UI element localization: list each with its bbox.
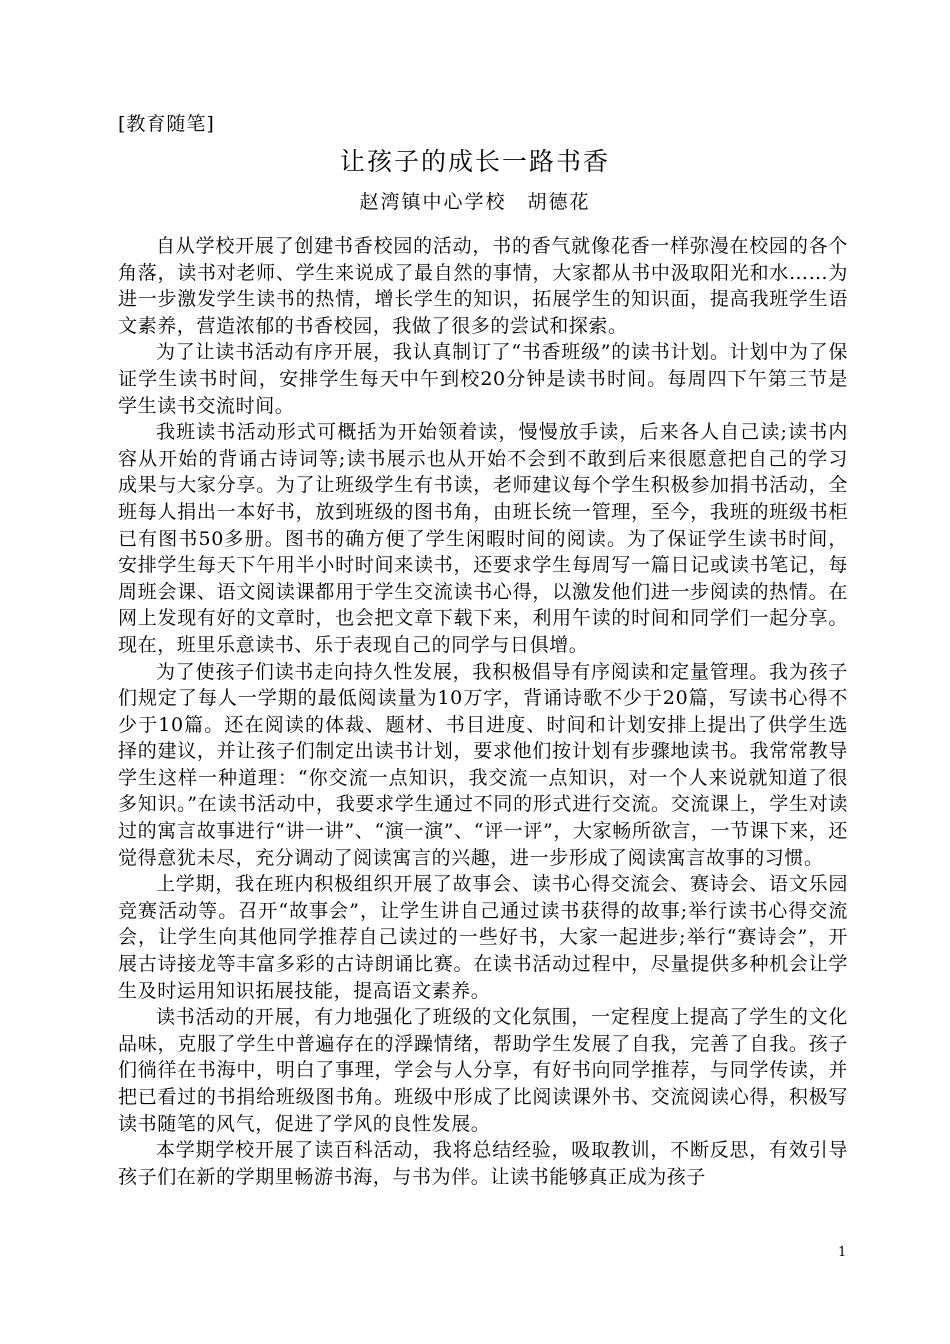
paragraph: 自从学校开展了创建书香校园的活动，书的香气就像花香一样弥漫在校园的各个角落，读书对老师、学生来说成了最自然的事情，大家都从书中汲取阳光和水……为进一步激发学生读书的热情，增长学生的知识，拓展学生的知识面，提高我班学生语文素养，营造浓郁的书香校园，我做了很多的尝试和探索。 bbox=[118, 235, 848, 337]
paragraph: 读书活动的开展，有力地强化了班级的文化氛围，一定程度上提高了学生的文化品味，克服了学生中普遍存在的浮躁情绪，帮助学生发展了自我，完善了自我。孩子们徜徉在书海中，明白了事理，学会与人分享，有好书向同学推荐，与同学传读，并把已看过的书捐给班级图书角。班级中形成了比阅读课外书、交流阅读心得，积极写读书随笔的风气，促进了学风的良性发展。 bbox=[118, 1006, 848, 1135]
paragraph: 上学期，我在班内积极组织开展了故事会、读书心得交流会、赛诗会、语文乐园竞赛活动等。召开“故事会”，让学生讲自己通过读书获得的故事;举行读书心得交流会，让学生向其他同学推荐自己读过的一些好书，大家一起进步;举行“赛诗会”，开展古诗接龙等丰富多彩的古诗朗诵比赛。在读书活动过程中，尽量提供多种机会让学生及时运用知识拓展技能，提高语文素养。 bbox=[118, 873, 848, 1002]
essay-title: 让孩子的成长一路书香 bbox=[339, 147, 610, 176]
essay-body bbox=[118, 233, 848, 1190]
page-number: 1 bbox=[838, 1245, 847, 1260]
author-line: 赵湾镇中心学校 胡德花 bbox=[359, 191, 591, 213]
category-label: [教育随笔] bbox=[118, 113, 215, 135]
paragraph: 我班读书活动形式可概括为开始领着读，慢慢放手读，后来各人自己读;读书内容从开始的背诵古诗词等;读书展示也从开始不会到不敢到后来很愿意把自己的学习成果与大家分享。为了让班级学生有书读，老师建议每个学生积极参加捐书活动，全班每人捐出一本好书，放到班级的图书角，由班长统一管理，至今，我班的班级书柜已有图书50多册。图书的确方便了学生闲暇时间的阅读。为了保证学生读书时间，安排学生每天下午用半小时时间来读书，还要求学生每周写一篇日记或读书笔记，每周班会课、语文阅读课都用于学生交流读书心得，以激发他们进一步阅读的热情。在网上发现有好的文章时，也会把文章下载下来，利用午读的时间和同学们一起分享。现在，班里乐意读书、乐于表现自己的同学与日俱增。 bbox=[118, 421, 848, 656]
paragraph: 为了让读书活动有序开展，我认真制订了“书香班级”的读书计划。计划中为了保证学生读书时间，安排学生每天中午到校20分钟是读书时间。每周四下午第三节是学生读书交流时间。 bbox=[118, 341, 848, 417]
paragraph: 为了使孩子们读书走向持久性发展，我积极倡导有序阅读和定量管理。我为孩子们规定了每人一学期的最低阅读量为10万字，背诵诗歌不少于20篇，写读书心得不少于10篇。还在阅读的体裁、题材、书目进度、时间和计划安排上提出了供学生选择的建议，并让孩子们制定出读书计划，要求他们按计划有步骤地读书。我常常教导学生这样一种道理：“你交流一点知识，我交流一点知识，对一个人来说就知道了很多知识。”在读书活动中，我要求学生通过不同的形式进行交流。交流课上，学生对读过的寓言故事进行“讲一讲”、“演一演”、“评一评”，大家畅所欲言，一节课下来，还觉得意犹未尽，充分调动了阅读寓言的兴趣，进一步形成了阅读寓言故事的习惯。 bbox=[118, 660, 848, 869]
paragraph: 本学期学校开展了读百科活动，我将总结经验，吸取教训，不断反思，有效引导孩子们在新的学期里畅游书海，与书为伴。让读书能够真正成为孩子 bbox=[118, 1139, 848, 1188]
